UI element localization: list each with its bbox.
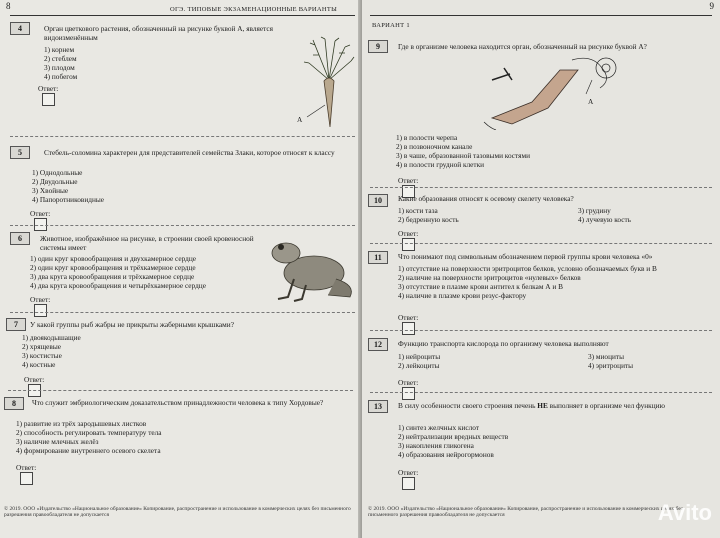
- question-number: 6: [10, 232, 30, 245]
- option: 2) лейкоциты: [398, 361, 440, 370]
- question-text: Орган цветкового растения, обозначенный на рисунке буквой А, является видоизменённым: [44, 24, 274, 42]
- answer-field[interactable]: [30, 295, 50, 317]
- option: 3) костистые: [22, 351, 62, 360]
- question-text: Животное, изображённое на рисунке, в строении своей кровеносной системы имеет: [40, 234, 254, 252]
- option: 2) способность регулировать температуру тела: [16, 428, 162, 437]
- question-number: 4: [10, 22, 30, 35]
- question-number: 13: [368, 400, 388, 413]
- option: 1) отсутствие на поверхности эритроцитов белков, условно обозначаемых букв и В: [398, 264, 657, 273]
- answer-label: Ответ:: [398, 176, 419, 185]
- question-number: 12: [368, 338, 388, 351]
- option: 3) два круга кровообращения и трёхкамерное сердце: [30, 272, 195, 281]
- option: 3) отсутствие в плазме крови антител к белкам А и В: [398, 282, 563, 291]
- options-list: [44, 45, 77, 81]
- option: 2) один круг кровообращения и трёхкамерное сердце: [30, 263, 196, 272]
- answer-box[interactable]: [402, 477, 415, 490]
- separator: [10, 225, 355, 226]
- avito-watermark: Avito: [657, 500, 712, 525]
- option: 2) наличие на поверхности эритроцитов «нулевых» белков: [398, 273, 581, 282]
- question-number: 8: [4, 397, 24, 410]
- page-header: ОГЭ. ТИПОВЫЕ ЭКЗАМЕНАЦИОННЫЕ ВАРИАНТЫ: [170, 6, 338, 13]
- question-number: 9: [368, 40, 388, 53]
- question-text: У какой группы рыб жабры не прикрыты жаберными крышками?: [30, 320, 234, 329]
- page-header: ВАРИАНТ 1: [372, 22, 410, 29]
- option: 4) эритроциты: [588, 361, 634, 370]
- answer-box[interactable]: [34, 304, 47, 317]
- option: 4) костные: [22, 360, 56, 369]
- option: 2) бедренную кость: [398, 215, 459, 224]
- option: 2) стеблем: [44, 54, 77, 63]
- answer-label: Ответ:: [398, 468, 419, 477]
- question-text: Что понимают под символьным обозначением первой группы крови человека «0»: [398, 252, 653, 261]
- knee-reflex-illustration: [482, 50, 632, 130]
- option: 3) грудину: [578, 206, 611, 215]
- options-list: [32, 168, 104, 204]
- question-text: Что служит эмбриологическим доказательством принадлежности человека к типу Хордовые?: [32, 398, 324, 407]
- question-text: [398, 401, 718, 410]
- answer-label: Ответ:: [398, 378, 419, 387]
- figure-label-a: А: [297, 115, 303, 124]
- separator: [370, 330, 712, 331]
- option: 4) наличие в плазме крови резус-фактору: [398, 291, 527, 300]
- question-number: 5: [10, 146, 30, 159]
- option: 4) побегом: [44, 72, 78, 81]
- option: 4) формирование внутреннего осевого скелета: [16, 446, 161, 455]
- option: 3) в чаше, образованной тазовыми костями: [396, 151, 531, 160]
- question-text: Какие образования относят к осевому скелету человека?: [398, 194, 574, 203]
- separator: [370, 392, 712, 393]
- option: 1) Однодольные: [32, 168, 83, 177]
- separator: [370, 187, 712, 188]
- option: 1) нейроциты: [398, 352, 441, 361]
- option: 4) лучевую кость: [578, 215, 631, 224]
- question-text: Функцию транспорта кислорода по организму человека выполняют: [398, 339, 609, 348]
- option: 2) нейтрализации вредных веществ: [398, 432, 509, 441]
- option: 2) в позвоночном канале: [396, 142, 473, 151]
- option: 3) наличие млечных желёз: [16, 437, 99, 446]
- options-list-col-2: [578, 206, 631, 224]
- option: 1) кости таза: [398, 206, 438, 215]
- answer-label: Ответ:: [16, 463, 37, 472]
- answer-label: Ответ:: [24, 375, 45, 384]
- page-number: 9: [709, 1, 714, 11]
- question-number: 7: [6, 318, 26, 331]
- options-list: [398, 264, 718, 300]
- option: 3) Хвойные: [32, 186, 69, 195]
- answer-field[interactable]: [16, 463, 36, 485]
- option: 3) плодом: [44, 63, 75, 72]
- option: 1) в полости черепа: [396, 133, 458, 142]
- options-list-col-1: [398, 352, 440, 370]
- option: 4) образования нейрогормонов: [398, 450, 494, 459]
- answer-box[interactable]: [20, 472, 33, 485]
- option: 1) синтез желчных кислот: [398, 423, 480, 432]
- option: 1) двоякодышащие: [22, 333, 81, 342]
- option: 1) один круг кровообращения и двухкамерное сердце: [30, 254, 197, 263]
- option: 1) корнем: [44, 45, 75, 54]
- options-list: [16, 419, 162, 455]
- question-number: 11: [368, 251, 388, 264]
- question-text-start: В силу особенности своего строения печень: [398, 401, 538, 410]
- separator: [370, 243, 712, 244]
- options-list: [396, 133, 530, 169]
- options-list: [30, 254, 206, 290]
- header-rule: [370, 15, 712, 16]
- answer-label: Ответ:: [30, 209, 51, 218]
- separator: [10, 312, 355, 313]
- answer-field[interactable]: [398, 468, 418, 490]
- header-rule: [10, 15, 355, 16]
- answer-field[interactable]: [30, 209, 50, 231]
- right-page: [362, 0, 720, 538]
- option: 3) накопления гликогена: [398, 441, 474, 450]
- options-list: [398, 423, 508, 459]
- option: 2) Двудольные: [32, 177, 78, 186]
- options-list: [22, 333, 81, 369]
- option: 2) хрящевые: [22, 342, 61, 351]
- carrot-plant-illustration: [295, 35, 355, 130]
- answer-field[interactable]: [38, 84, 58, 106]
- frog-illustration: [266, 235, 358, 303]
- option: 4) два круга кровообращения и четырёхкамерное сердце: [30, 281, 206, 290]
- question-text-emphasis: НЕ: [537, 401, 548, 410]
- question-number: 10: [368, 194, 388, 207]
- answer-box[interactable]: [402, 322, 415, 335]
- answer-label: Ответ:: [398, 229, 419, 238]
- question-text: Стебель-соломина характерен для представителей семейства Злаки, которое относят к классу: [44, 148, 335, 157]
- page-number: 8: [6, 1, 11, 11]
- answer-box[interactable]: [42, 93, 55, 106]
- option: 1) развитие из трёх зародышевых листков: [16, 419, 147, 428]
- figure-label-a: А: [588, 97, 594, 106]
- option: 4) в полости грудной клетки: [396, 160, 485, 169]
- answer-label: Ответ:: [30, 295, 51, 304]
- answer-field[interactable]: [398, 378, 418, 400]
- answer-label: Ответ:: [38, 84, 59, 93]
- answer-box[interactable]: [402, 238, 415, 251]
- copyright-footer: © 2019. ООО «Издательство «Национальное образование» Копирование, распространение и использование в коммерческих целях без письменного разрешения правообладателя не допускается: [4, 506, 351, 518]
- answer-box[interactable]: [402, 387, 415, 400]
- question-text-end: выполняет в организме чел функцию: [547, 401, 665, 410]
- answer-field[interactable]: [398, 313, 418, 335]
- options-list-col-2: [588, 352, 633, 370]
- answer-field[interactable]: [398, 229, 418, 251]
- question-text: Где в организме человека находится орган, обозначенный на рисунке буквой А?: [398, 42, 647, 51]
- separator: [8, 390, 353, 391]
- separator: [10, 136, 355, 137]
- answer-label: Ответ:: [398, 313, 419, 322]
- option: 3) миоциты: [588, 352, 624, 361]
- option: 4) Папоротниковидные: [32, 195, 104, 204]
- copyright-footer: © 2019. ООО «Издательство «Национальное образование» Копирование, распространение и использование в коммерческих целях без письменного разрешения правообладателя не допускается: [368, 506, 684, 518]
- answer-field[interactable]: [24, 375, 44, 397]
- options-list-col-1: [398, 206, 459, 224]
